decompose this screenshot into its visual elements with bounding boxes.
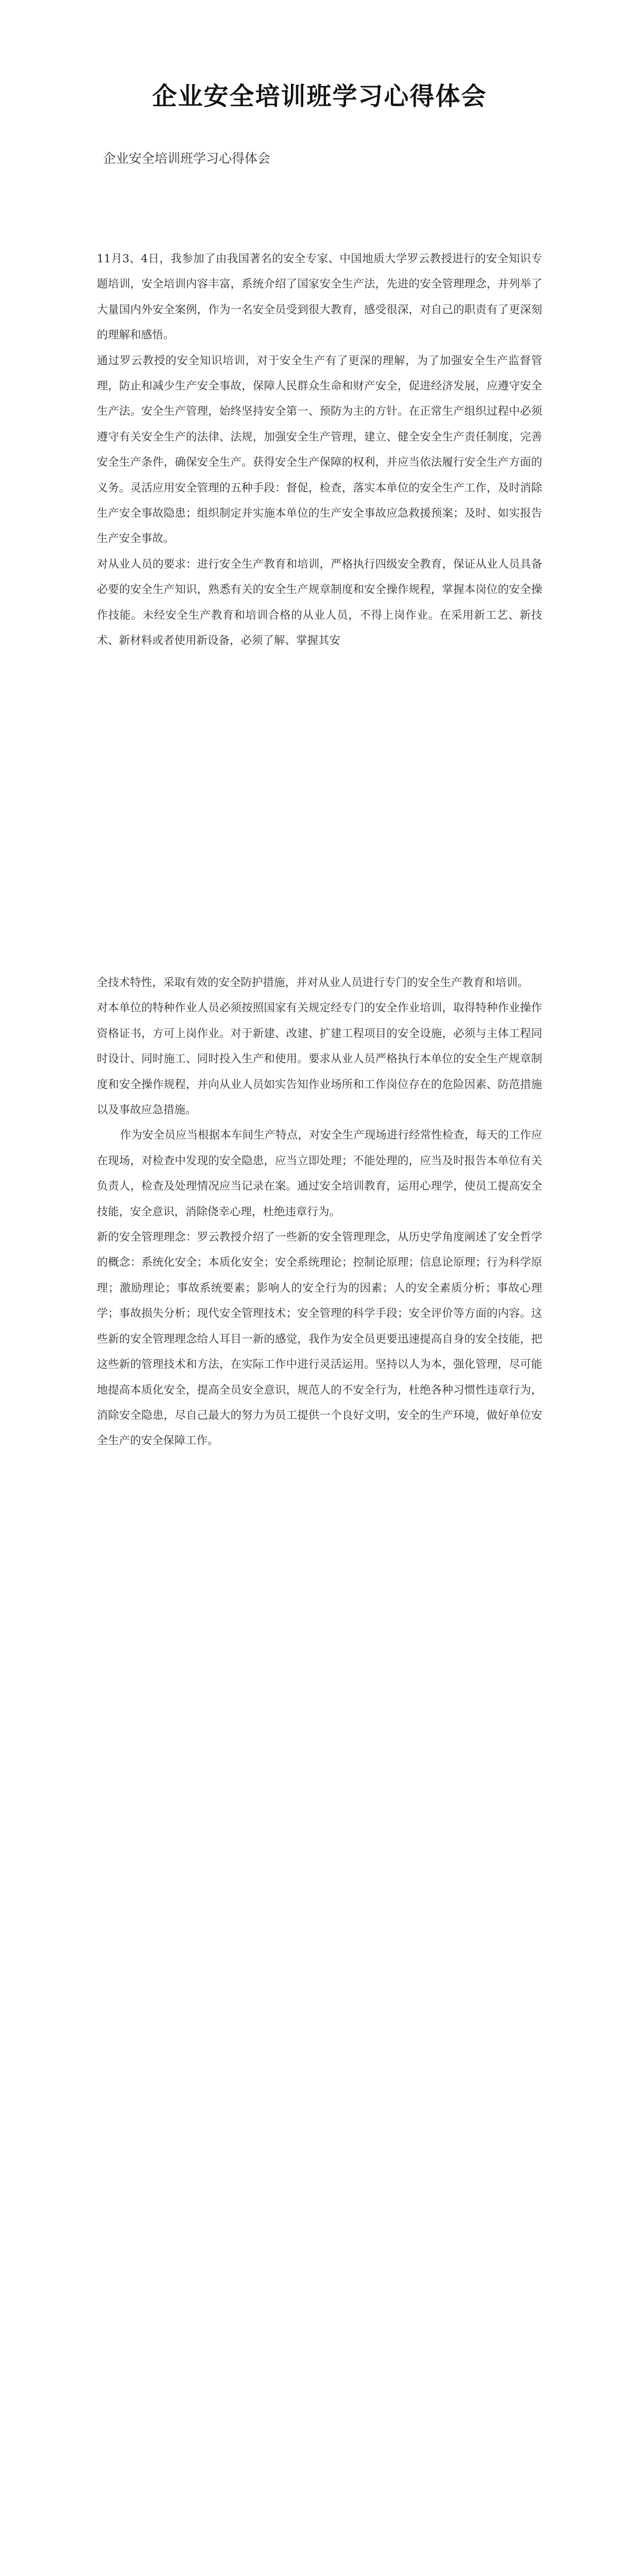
paragraph-intro: 11月3、4日，我参加了由我国著名的安全专家、中国地质大学罗云教授进行的安全知识专题培训，安全培训内容丰富，系统介绍了国家安全生产法，先进的安全管理理念，并列举了大量国内外安全案例，作为一名安全员受到很大教育，感受很深，对自己的职责有了更深刻的理解和感悟。 (97, 252, 542, 342)
page-2-body (97, 970, 542, 1454)
paragraph-continuation: 全技术特性，采取有效的安全防护措施，并对从业人员进行专门的安全生产教育和培训。 (97, 976, 529, 989)
paragraph-staff-requirements: 对从业人员的要求：进行安全生产教育和培训，严格执行四级安全教育，保证从业人员具备必要的安全生产知识，熟悉有关的安全生产规章制度和安全操作规程，掌握本岗位的安全操作技能。未经安全生产教育和培训合格的从业人员，不得上岗作业。在采用新工艺、新技术、新材料或者使用新设备，必须了解、掌握其安 (97, 557, 542, 648)
document-subtitle: 企业安全培训班学习心得体会 (103, 151, 271, 166)
paragraph-special-operators: 对本单位的特种作业人员必须按照国家有关规定经专门的安全作业培训，取得特种作业操作资格证书，方可上岗作业。对于新建、改建、扩建工程项目的安全设施，必须与主体工程同时设计、同时施工、同时投入生产和使用。要求从业人员严格执行本单位的安全生产规章制度和安全操作规程，并向从业人员如实告知作业场所和工作岗位存在的危险因素、防范措施以及事故应急措施。 (97, 1002, 542, 1117)
document-title: 企业安全培训班学习心得体会 (152, 82, 487, 111)
paragraph-safety-officer-duties: 作为安全员应当根据本车间生产特点，对安全生产现场进行经常性检查，每天的工作应在现场，对检查中发现的安全隐患，应当立即处理；不能处理的，应当及时报告本单位有关负责人，检查及处理情况应当记录在案。通过安全培训教育，运用心理学，使员工提高安全技能，安全意识，消除侥幸心理，杜绝违章行为。 (97, 1129, 542, 1218)
paragraph-new-management-concepts: 新的安全管理理念：罗云教授介绍了一些新的安全管理理念，从历史学角度阐述了安全哲学的概念：系统化安全；本质化安全；安全系统理论；控制论原理；信息论原理；行为科学原理；激励理论；事故系统要素；影响人的安全行为的因素；人的安全素质分析；事故心理学；事故损失分析；现代安全管理技术；安全管理的科学手段；安全评价等方面的内容。这些新的安全管理理念给人耳目一新的感觉，我作为安全员更要迅速提高自身的安全技能，把这些新的管理技术和方法，在实际工作中进行灵活运用。坚持以人为本，强化管理，尽可能地提高本质化安全，提高全员安全意识，规范人的不安全行为，杜绝各种习惯性违章行为，消除安全隐患，尽自己最大的努力为员工提供一个良好文明，安全的生产环境，做好单位安全生产的安全保障工作。 (97, 1231, 542, 1448)
paragraph-safety-law: 通过罗云教授的安全知识培训，对于安全生产有了更深的理解，为了加强安全生产监督管理，防止和减少生产安全事故，保障人民群众生命和财产安全，促进经济发展，应遵守安全生产法。安全生产管理，始终坚持安全第一、预防为主的方针。在正常生产组织过程中必须遵守有关安全生产的法律、法规，加强安全生产管理，建立、健全安全生产责任制度，完善安全生产条件，确保安全生产。获得安全生产保障的权利，并应当依法履行安全生产方面的义务。灵活应用安全管理的五种手段：督促，检查，落实本单位的安全生产工作，及时消除生产安全事故隐患；组织制定并实施本单位的生产安全事故应急救援预案；及时、如实报告生产安全事故。 (97, 354, 542, 546)
page-1-body (97, 246, 542, 654)
